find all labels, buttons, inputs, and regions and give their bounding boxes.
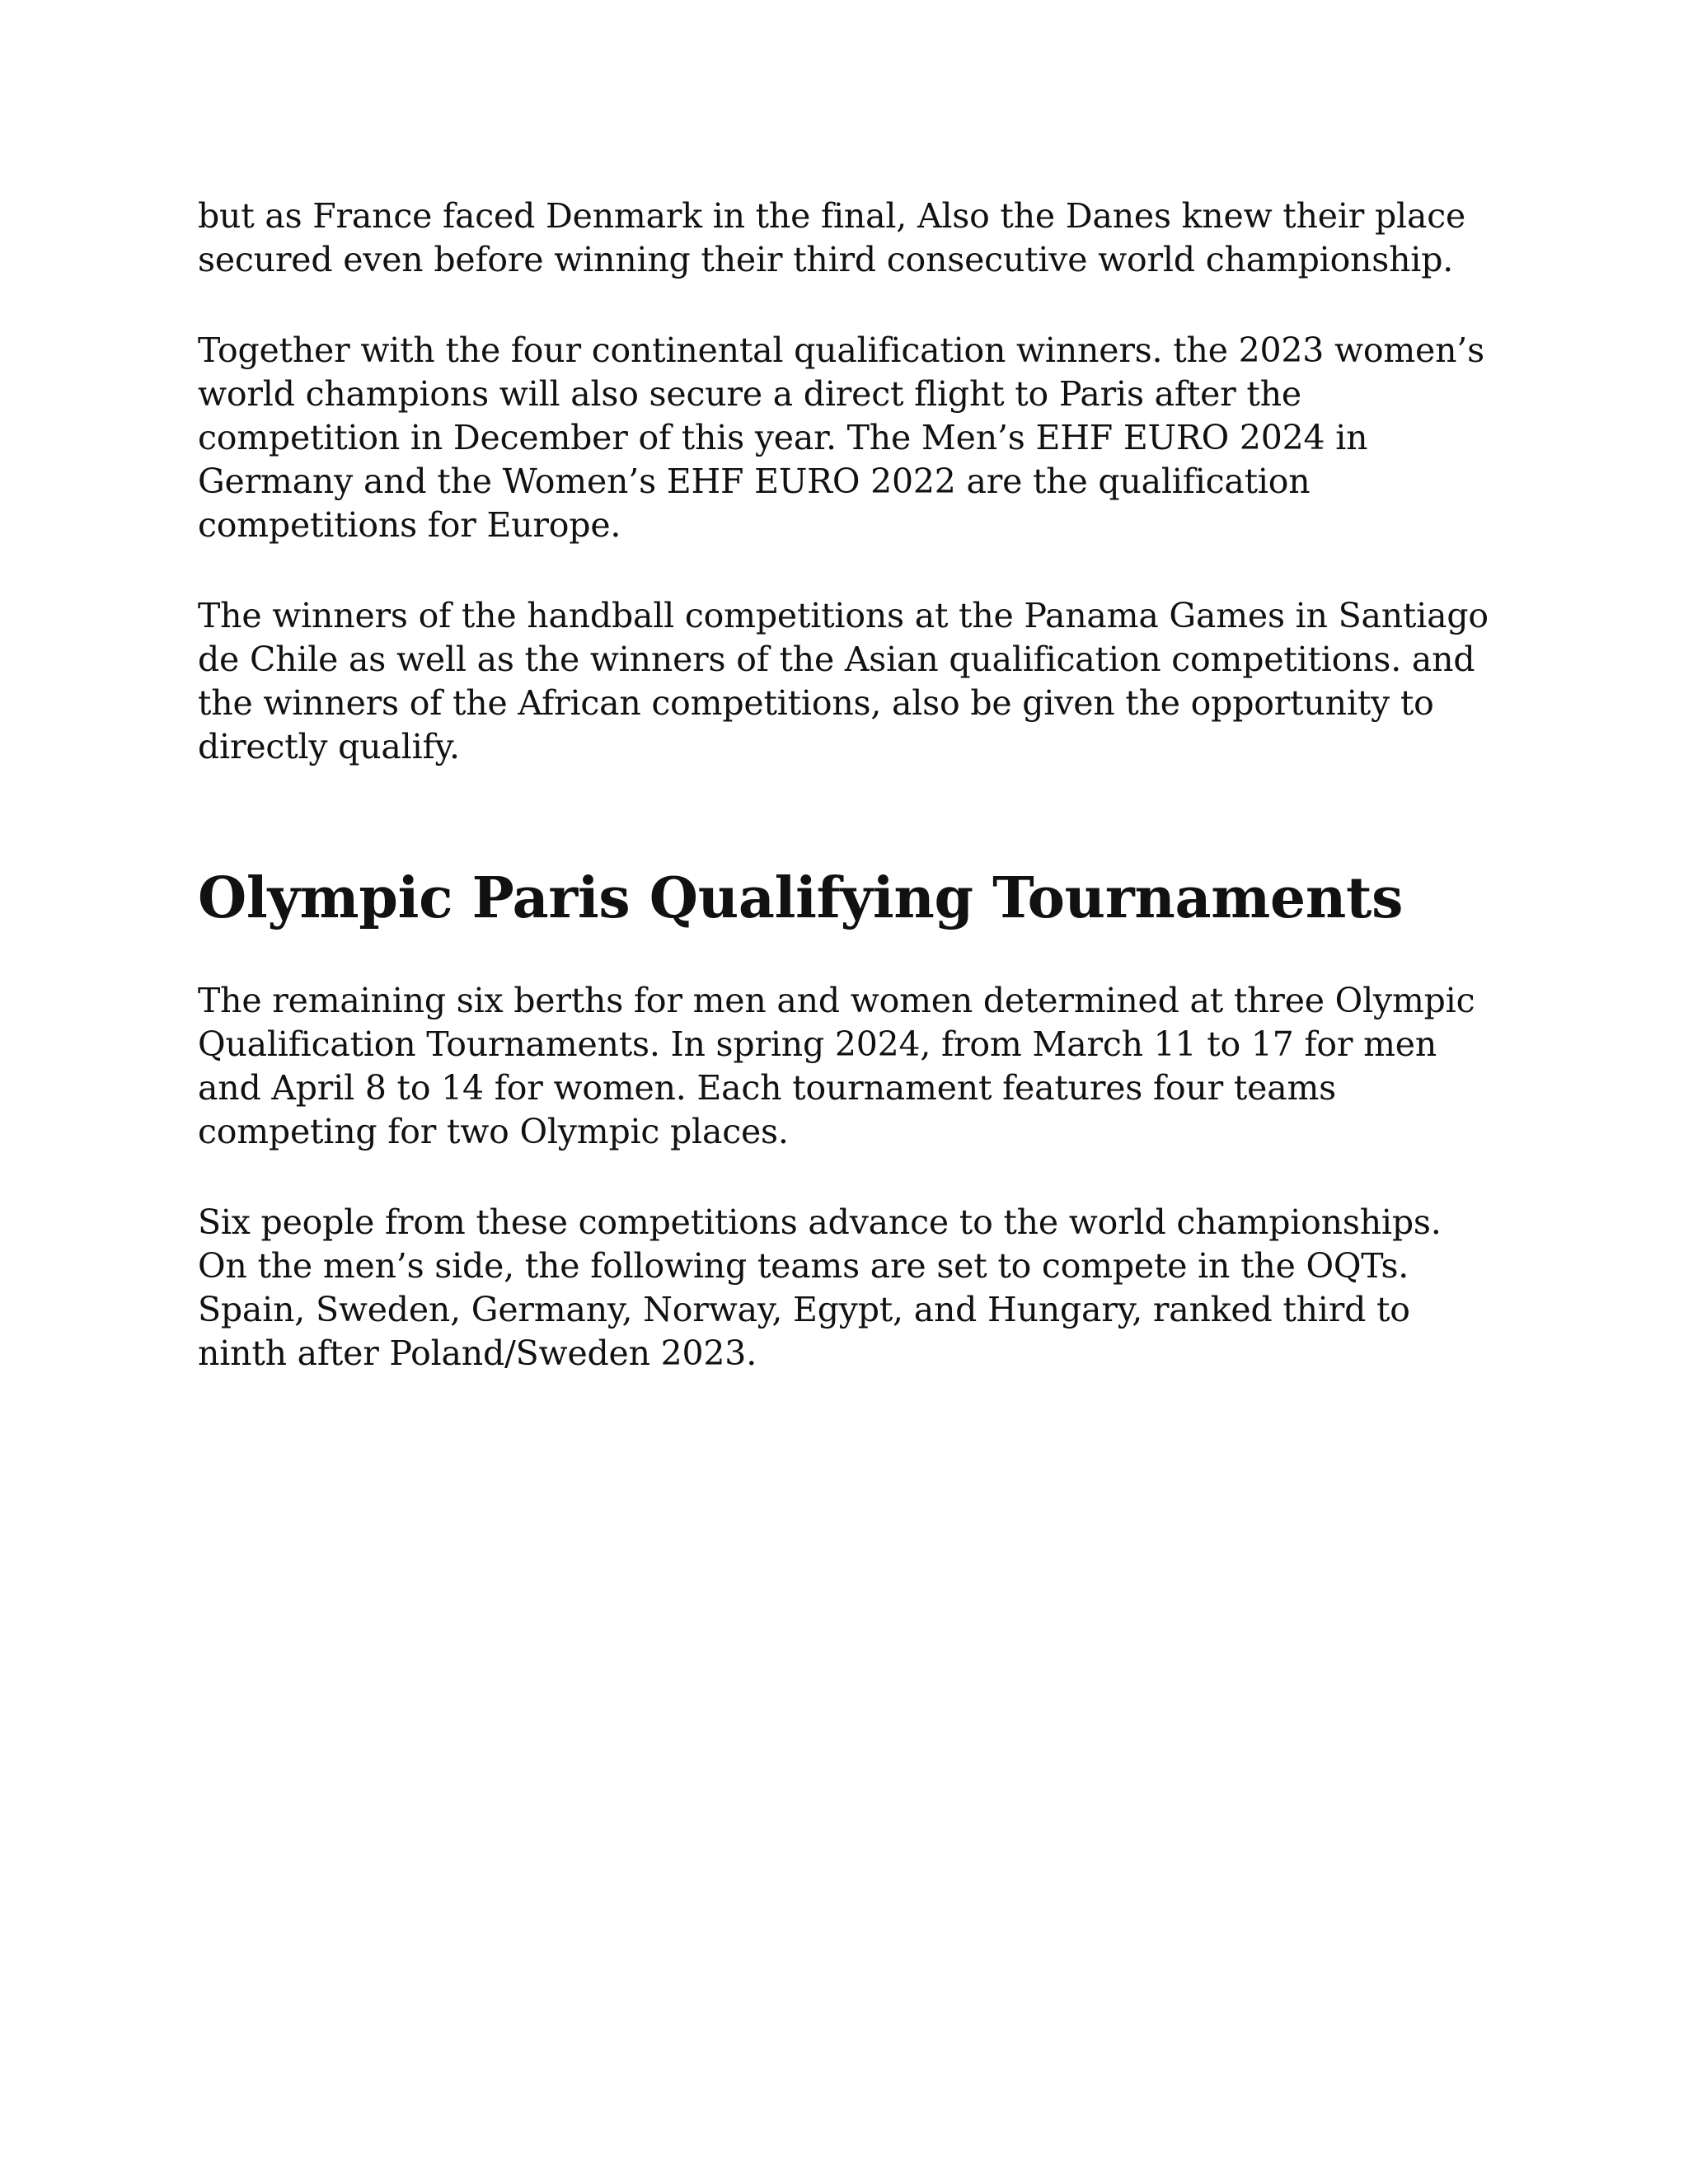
paragraph-continental-winners: Together with the four continental qualification winners. the 2023 women’s world champions will also secure a direct flight to Paris after the competition in December of this year. The Men’s EHF EURO 2024 in Germany and the Women’s EHF EURO 2022 are the qualification competitions for Europe.: [198, 330, 1484, 545]
document-page: [198, 194, 1500, 1376]
paragraph-oqt-teams: Six people from these competitions advance to the world championships. On the men’s side, the following teams are set to compete in the OQTs. Spain, Sweden, Germany, Norway, Egypt, and Hungary, ranked third to ninth after Poland/Sweden 2023.: [198, 1202, 1442, 1373]
paragraph-direct-qualification: The winners of the handball competitions at the Panama Games in Santiago de Chile as well as the winners of the Asian qualification competitions. and the winners of the African competitions, also be given the opportunity to directly qualify.: [198, 596, 1489, 766]
paragraph-remaining-berths: The remaining six berths for men and women determined at three Olympic Qualification Tournaments. In spring 2024, from March 11 to 17 for men and April 8 to 14 for women. Each tournament features four teams competing for two Olympic places.: [198, 981, 1475, 1151]
section-heading: Olympic Paris Qualifying Tournaments: [198, 865, 1404, 931]
paragraph-final-result: but as France faced Denmark in the final, Also the Danes knew their place secured even before winning their third consecutive world championship.: [198, 196, 1466, 279]
